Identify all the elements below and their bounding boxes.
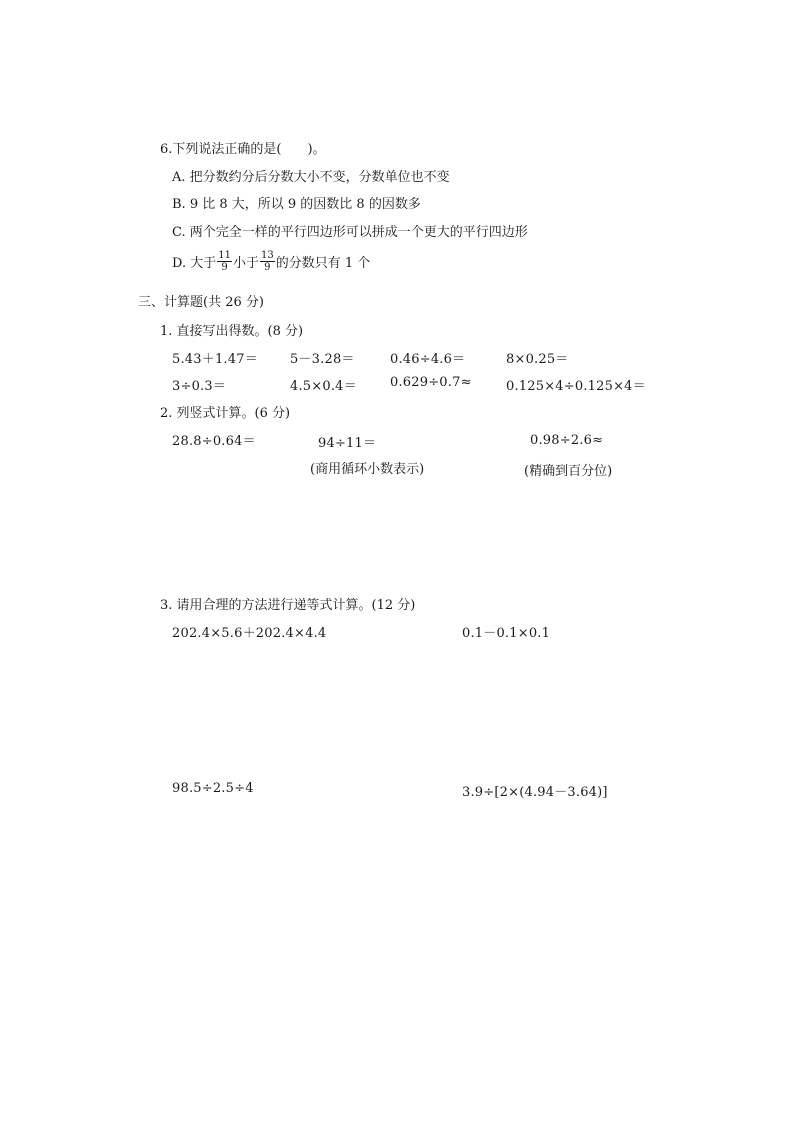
calc-item: 0.629÷0.7≈: [390, 375, 472, 390]
fraction-numerator: 13: [260, 250, 274, 261]
option-d-suffix: 的分数只有 1 个: [275, 256, 371, 271]
calc-item: 3÷0.3＝: [172, 379, 227, 394]
option-d: [172, 250, 370, 273]
fraction-denominator: 9: [221, 262, 228, 273]
vertical-calc-note: (商用循环小数表示): [310, 462, 425, 477]
fraction-numerator: 11: [218, 250, 231, 261]
option-b: B. 9 比 8 大，所以 9 的因数比 8 的因数多: [172, 197, 421, 212]
section-3-title: 三、计算题(共 26 分): [138, 295, 264, 310]
part-1-title: 1. 直接写出得数。(8 分): [160, 324, 304, 339]
fraction-denominator: 9: [264, 262, 271, 273]
calc-item: 8×0.25＝: [506, 352, 569, 367]
stepwise-calc-item: 0.1－0.1×0.1: [462, 626, 551, 641]
part-2-title: 2. 列竖式计算。(6 分): [160, 406, 291, 421]
part-3-title: 3. 请用合理的方法进行递等式计算。(12 分): [160, 598, 416, 613]
vertical-calc-item: 0.98÷2.6≈: [530, 433, 604, 448]
option-c: C. 两个完全一样的平行四边形可以拼成一个更大的平行四边形: [172, 225, 528, 240]
fraction-13-9: [260, 250, 275, 273]
stepwise-calc-item: 3.9÷[2×(4.94－3.64)]: [462, 785, 608, 800]
fraction-11-9: [217, 250, 232, 273]
calc-item: 5.43＋1.47＝: [172, 352, 258, 367]
stepwise-calc-item: 98.5÷2.5÷4: [172, 781, 254, 796]
vertical-calc-note: (精确到百分位): [524, 464, 613, 479]
vertical-calc-item: 94÷11＝: [318, 436, 377, 451]
option-d-middle: 小于: [232, 256, 259, 271]
calc-item: 0.46÷4.6＝: [390, 352, 466, 367]
calc-item: 5－3.28＝: [290, 352, 355, 367]
stepwise-calc-item: 202.4×5.6＋202.4×4.4: [172, 626, 327, 641]
option-d-prefix: D. 大于: [172, 256, 217, 271]
calc-item: 4.5×0.4＝: [290, 379, 357, 394]
question-6-stem: 6.下列说法正确的是( )。: [160, 142, 326, 157]
vertical-calc-item: 28.8÷0.64＝: [172, 434, 256, 449]
option-a: A. 把分数约分后分数大小不变，分数单位也不变: [172, 170, 450, 185]
calc-item: 0.125×4÷0.125×4＝: [506, 379, 646, 394]
